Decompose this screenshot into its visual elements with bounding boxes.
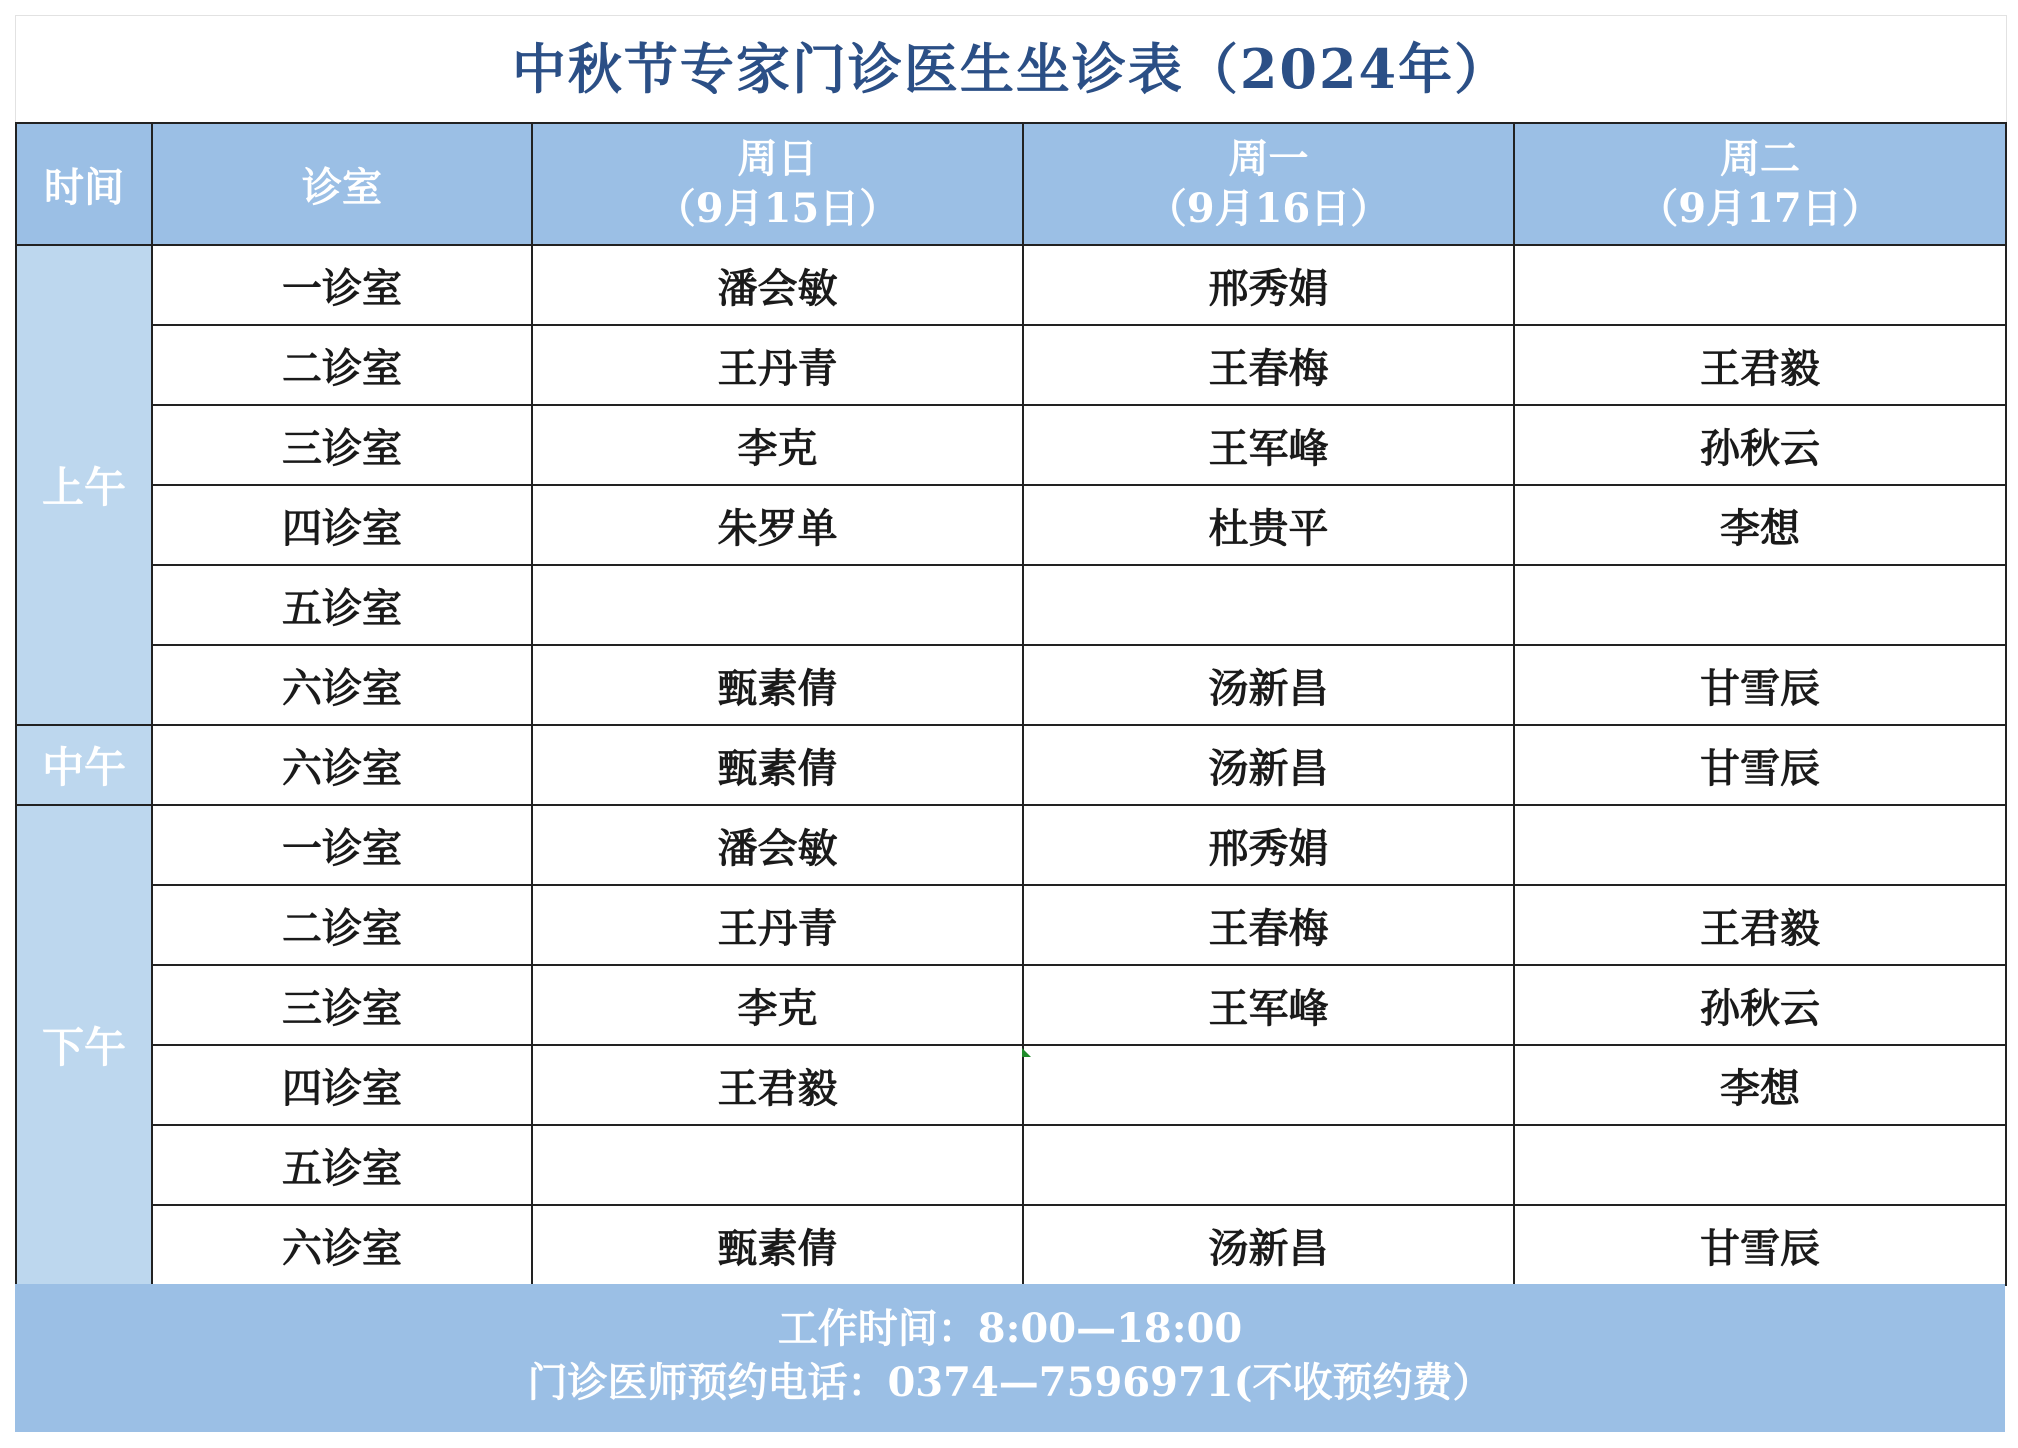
header-room: 诊室 (152, 123, 532, 245)
doctor-cell: 孙秋云 (1514, 965, 2006, 1045)
room-cell: 五诊室 (152, 1125, 532, 1205)
title-bar (15, 15, 2007, 122)
table-row (16, 885, 2006, 965)
doctor-cell: 王君毅 (532, 1045, 1023, 1125)
appointment-phone: 门诊医师预约电话：0374—7596971(不收预约费） (527, 1359, 1493, 1406)
room-cell: 一诊室 (152, 245, 532, 325)
table-row (16, 325, 2006, 405)
room-cell: 六诊室 (152, 725, 532, 805)
doctor-cell (1514, 805, 2006, 885)
doctor-cell (1023, 1045, 1514, 1125)
doctor-cell (532, 1125, 1023, 1205)
header-row (16, 123, 2006, 245)
doctor-cell: 甄素倩 (532, 725, 1023, 805)
schedule-table (15, 122, 2007, 1286)
table-row (16, 965, 2006, 1045)
day-name: 周二 (1720, 135, 1800, 182)
working-hours: 工作时间：8:00—18:00 (777, 1305, 1243, 1352)
table-row (16, 805, 2006, 885)
doctor-cell: 李克 (532, 965, 1023, 1045)
table-row (16, 405, 2006, 485)
period-label: 上午 (16, 245, 152, 725)
room-cell: 五诊室 (152, 565, 532, 645)
doctor-cell (1023, 565, 1514, 645)
period-label: 中午 (16, 725, 152, 805)
header-day-sun (532, 123, 1023, 245)
doctor-cell: 李克 (532, 405, 1023, 485)
header-time: 时间 (16, 123, 152, 245)
doctor-cell: 李想 (1514, 485, 2006, 565)
doctor-cell: 王丹青 (532, 325, 1023, 405)
doctor-cell: 王春梅 (1023, 885, 1514, 965)
cell-comment-marker (1022, 1048, 1031, 1057)
doctor-cell: 王春梅 (1023, 325, 1514, 405)
day-date: （9月16日） (1146, 185, 1391, 232)
table-row (16, 645, 2006, 725)
doctor-cell (1514, 245, 2006, 325)
day-name: 周一 (1228, 135, 1309, 182)
room-cell: 一诊室 (152, 805, 532, 885)
table-row (16, 485, 2006, 565)
room-cell: 六诊室 (152, 1205, 532, 1285)
doctor-cell: 王君毅 (1514, 885, 2006, 965)
room-cell: 四诊室 (152, 1045, 532, 1125)
day-date: （9月17日） (1638, 185, 1882, 232)
doctor-cell (532, 565, 1023, 645)
header-day-mon (1023, 123, 1514, 245)
doctor-cell: 王军峰 (1023, 965, 1514, 1045)
doctor-cell (1514, 565, 2006, 645)
doctor-cell: 邢秀娟 (1023, 245, 1514, 325)
period-label: 下午 (16, 805, 152, 1285)
table-row (16, 245, 2006, 325)
room-cell: 六诊室 (152, 645, 532, 725)
doctor-cell: 孙秋云 (1514, 405, 2006, 485)
room-cell: 二诊室 (152, 885, 532, 965)
doctor-cell: 邢秀娟 (1023, 805, 1514, 885)
doctor-cell: 李想 (1514, 1045, 2006, 1125)
table-row (16, 1205, 2006, 1285)
table-row (16, 725, 2006, 805)
doctor-cell: 王军峰 (1023, 405, 1514, 485)
doctor-cell: 王丹青 (532, 885, 1023, 965)
header-day-tue (1514, 123, 2006, 245)
doctor-cell (1514, 1125, 2006, 1205)
doctor-cell: 潘会敏 (532, 805, 1023, 885)
page-title: 中秋节专家门诊医生坐诊表（2024年） (511, 37, 1511, 101)
room-cell: 三诊室 (152, 405, 532, 485)
doctor-cell (1023, 1125, 1514, 1205)
doctor-cell: 潘会敏 (532, 245, 1023, 325)
doctor-cell: 汤新昌 (1023, 1205, 1514, 1285)
day-name: 周日 (737, 135, 818, 182)
table-row (16, 565, 2006, 645)
doctor-cell: 甘雪辰 (1514, 1205, 2006, 1285)
room-cell: 四诊室 (152, 485, 532, 565)
table-row (16, 1045, 2006, 1125)
doctor-cell: 杜贵平 (1023, 485, 1514, 565)
room-cell: 三诊室 (152, 965, 532, 1045)
doctor-cell: 甘雪辰 (1514, 645, 2006, 725)
doctor-cell: 汤新昌 (1023, 725, 1514, 805)
doctor-cell: 甄素倩 (532, 645, 1023, 725)
doctor-cell: 甘雪辰 (1514, 725, 2006, 805)
footer-banner (15, 1284, 2005, 1432)
table-row (16, 1125, 2006, 1205)
doctor-cell: 朱罗单 (532, 485, 1023, 565)
doctor-cell: 甄素倩 (532, 1205, 1023, 1285)
room-cell: 二诊室 (152, 325, 532, 405)
schedule-body (16, 245, 2006, 1285)
doctor-cell: 王君毅 (1514, 325, 2006, 405)
doctor-cell: 汤新昌 (1023, 645, 1514, 725)
day-date: （9月15日） (655, 185, 900, 232)
